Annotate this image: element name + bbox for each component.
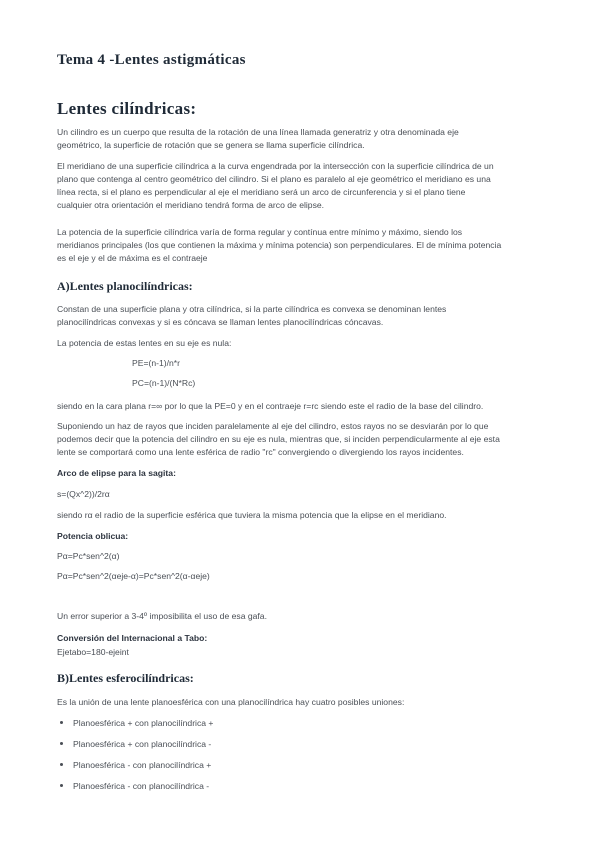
paragraph: La potencia de estas lentes en su eje es nula: [57,338,232,348]
paragraph: Constan de una superficie plana y otra cilíndrica, si la parte cilíndrica es convexa se denominan lentes planocilíndricas convexas y si es cóncava se llaman lentes planocilíndricas cóncavas. [57,304,447,327]
formula: s=(Qx^2))/2rα [57,489,110,499]
subheading-potencia-oblicua: Potencia oblicua: [57,531,129,541]
formula: PC=(n-1)/(N*Rc) [132,378,196,388]
paragraph: Un cilindro es un cuerpo que resulta de la rotación de una línea llamada generatriz y otra denominada eje geométrico, la superficie de rotación que se genera se llama superficie cilíndrica. [57,127,459,150]
bullet-icon [60,742,63,745]
bullet-icon [60,763,63,766]
paragraph: siendo en la cara plana r=∞ por lo que la PE=0 y en el contraeje r=rc siendo este el radio de la base del cilindro. [57,401,484,411]
section-heading-lentes-cilindricas: Lentes cilíndricas: [57,99,197,118]
formula: Pα=Pc*sen^2(α) [57,551,120,561]
list-item-text: Planoesférica + con planocilíndrica - [73,739,212,749]
paragraph: La potencia de la superficie cilíndrica varía de forma regular y contínua entre mínimo y máximo, siendo los meridianos principales (los que contienen la máxima y mínima potencia) son perpendiculares. El de mínima potencia es el eje y el de máxima es el contraeje [57,227,502,263]
formula: PE=(n-1)/n*r [132,358,180,368]
list-item-text: Planoesférica + con planocilíndrica + [73,718,214,728]
subheading-conversion: Conversión del Internacional a Tabo: [57,633,208,643]
paragraph: El meridiano de una superficie cilíndrica a la curva engendrada por la intersección con la superficie cilíndrica de un plano que contenga al centro geométrico del cilindro. Si el plano es paralelo al eje geométrico el meridiano es una línea recta, si el plano es perpendicular al eje el meridiano será un arco de circunferencia y si el plano tiene cualquier otra orientación el meridiano tendrá forma de arco de elipse. [57,161,494,210]
paragraph: Suponiendo un haz de rayos que inciden paralelamente al eje del cilindro, estos rayos no se desviarán por lo que podemos decir que la potencia del cilindro en su eje es nula, mientras que, si inciden perpendicularmente al eje esta lente se comportará como una lente esférica de radio "rc" convergiendo o divergiendo los rayos incidentes. [57,421,500,457]
paragraph: Un error superior a 3-4º imposibilita el uso de esa gafa. [57,611,267,621]
section-heading-planocilindricas: A)Lentes planocilíndricas: [57,279,193,293]
formula: Pα=Pc*sen^2(αeje-α)=Pc*sen^2(α-αeje) [57,571,210,581]
section-heading-esferocilindricas: B)Lentes esferocilíndricas: [57,671,194,685]
list-item [60,717,213,730]
document-title: Tema 4 -Lentes astigmáticas [57,52,246,68]
list-item [60,759,211,772]
list-item-text: Planoesférica - con planocilíndrica - [73,781,210,791]
paragraph: siendo rα el radio de la superficie esférica que tuviera la misma potencia que la elipse en el meridiano. [57,510,447,520]
list-item-text: Planoesférica - con planocilíndrica + [73,760,212,770]
list-item [60,780,209,793]
formula: Ejetabo=180-ejeint [57,647,129,657]
subheading-arco-elipse: Arco de elipse para la sagita: [57,468,176,478]
bullet-icon [60,721,63,724]
paragraph: Es la unión de una lente planoesférica con una planocilíndrica hay cuatro posibles uniones: [57,697,405,707]
list-item [60,738,211,751]
bullet-icon [60,784,63,787]
